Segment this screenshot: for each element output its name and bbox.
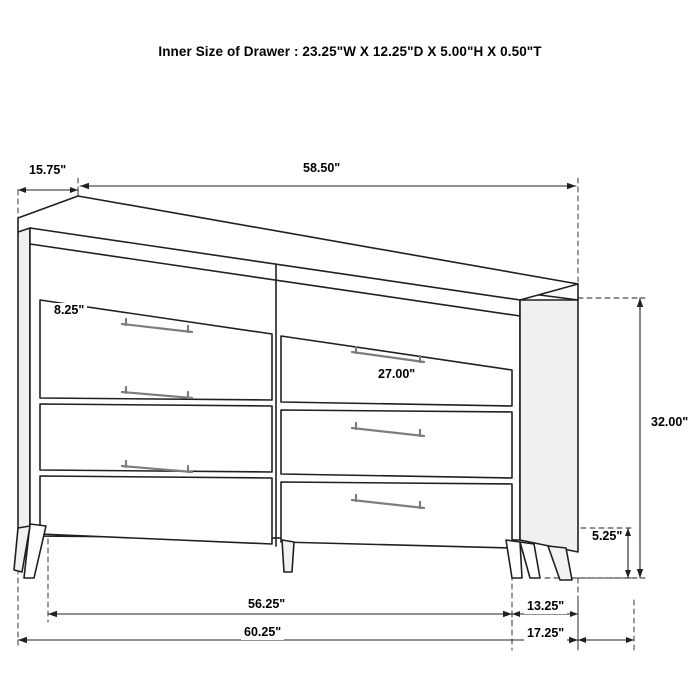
dim-top-width: 58.50": [300, 161, 343, 176]
dim-depth-top-left: 15.75": [26, 163, 69, 178]
dim-overall-width: 60.25": [241, 625, 284, 640]
dim-drawer-width: 27.00": [375, 367, 418, 382]
page-title: Inner Size of Drawer : 23.25"W X 12.25"D X 5.00"H X 0.50"T: [158, 44, 542, 59]
dim-base-width: 56.25": [245, 597, 288, 612]
dim-leg-height: 5.25": [589, 529, 625, 544]
dim-drawer-height: 8.25": [51, 303, 87, 318]
dim-overall-depth: 17.25": [524, 626, 567, 641]
dim-overall-height: 32.00": [648, 415, 691, 430]
dim-base-depth: 13.25": [524, 599, 567, 614]
